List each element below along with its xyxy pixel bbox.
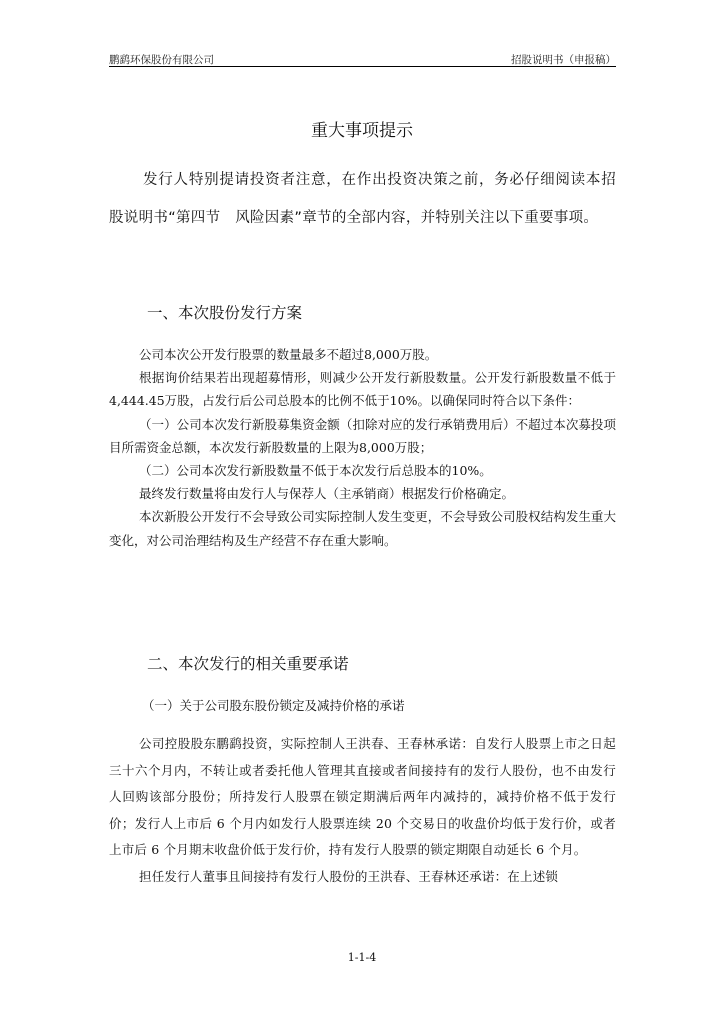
header-divider [109,66,616,67]
intro-paragraph: 发行人特别提请投资者注意，在作出投资决策之前，务必仔细阅读本招股说明书“第四节 风险因素”章节的全部内容，并特别关注以下重要事项。 [109,172,616,226]
page-title: 重大事项提示 [311,121,413,141]
section-body-issuance-plan [109,343,616,552]
paragraph: （二）公司本次发行新股数量不低于本次发行后总股本的10%。 [139,463,492,479]
page-header [109,50,616,66]
paragraph: 根据询价结果若出现超募情形，则减少公开发行新股数量。公开发行新股数量不低于4,444.45万股，占发行后公司总股本的比例不低于10%。以确保同时符合以下条件： [109,370,616,409]
paragraph: 担任发行人董事且间接持有发行人股份的王洪春、王春林还承诺：在上述锁 [139,868,559,884]
paragraph: 最终发行数量将由发行人与保荐人（主承销商）根据发行价格确定。 [139,486,515,502]
section-heading-issuance-plan: 一、本次股份发行方案 [147,304,303,322]
subsection-heading-share-lockup: （一）关于公司股东股份锁定及减持价格的承诺 [142,698,405,713]
page-number: 1-1-4 [347,951,377,964]
section-body-commitments [109,731,616,890]
paragraph: 公司控股股东鹏鹞投资，实际控制人王洪春、王春林承诺：自发行人股票上市之日起三十六个月内，不转让或者委托他人管理其直接或者间接持有的发行人股份，也不由发行人回购该部分股份；所持发行人股票在锁定期满后两年内减持的，减持价格不低于发行价；发行人上市后 6 个月内如发行人股票连续 20 个交易日的收盘价均低于发行价，或者上市后 6 个月期末收盘价低于发行价，持有发行人股票的锁定期限自动延长 6 个月。 [109,736,616,857]
paragraph: 本次新股公开发行不会导致公司实际控制人发生变更，不会导致公司股权结构发生重大变化，对公司治理结构及生产经营不存在重大影响。 [109,509,616,548]
section-heading-commitments: 二、本次发行的相关重要承诺 [147,655,349,673]
header-company-name: 鹏鹞环保股份有限公司 [109,54,214,66]
paragraph: （一）公司本次发行新股募集资金额（扣除对应的发行承销费用后）不超过本次募投项目所需资金总额，本次发行新股数量的上限为8,000万股； [109,416,616,455]
paragraph: 公司本次公开发行股票的数量最多不超过8,000万股。 [139,347,438,362]
header-document-type: 招股说明书（申报稿） [511,54,616,66]
